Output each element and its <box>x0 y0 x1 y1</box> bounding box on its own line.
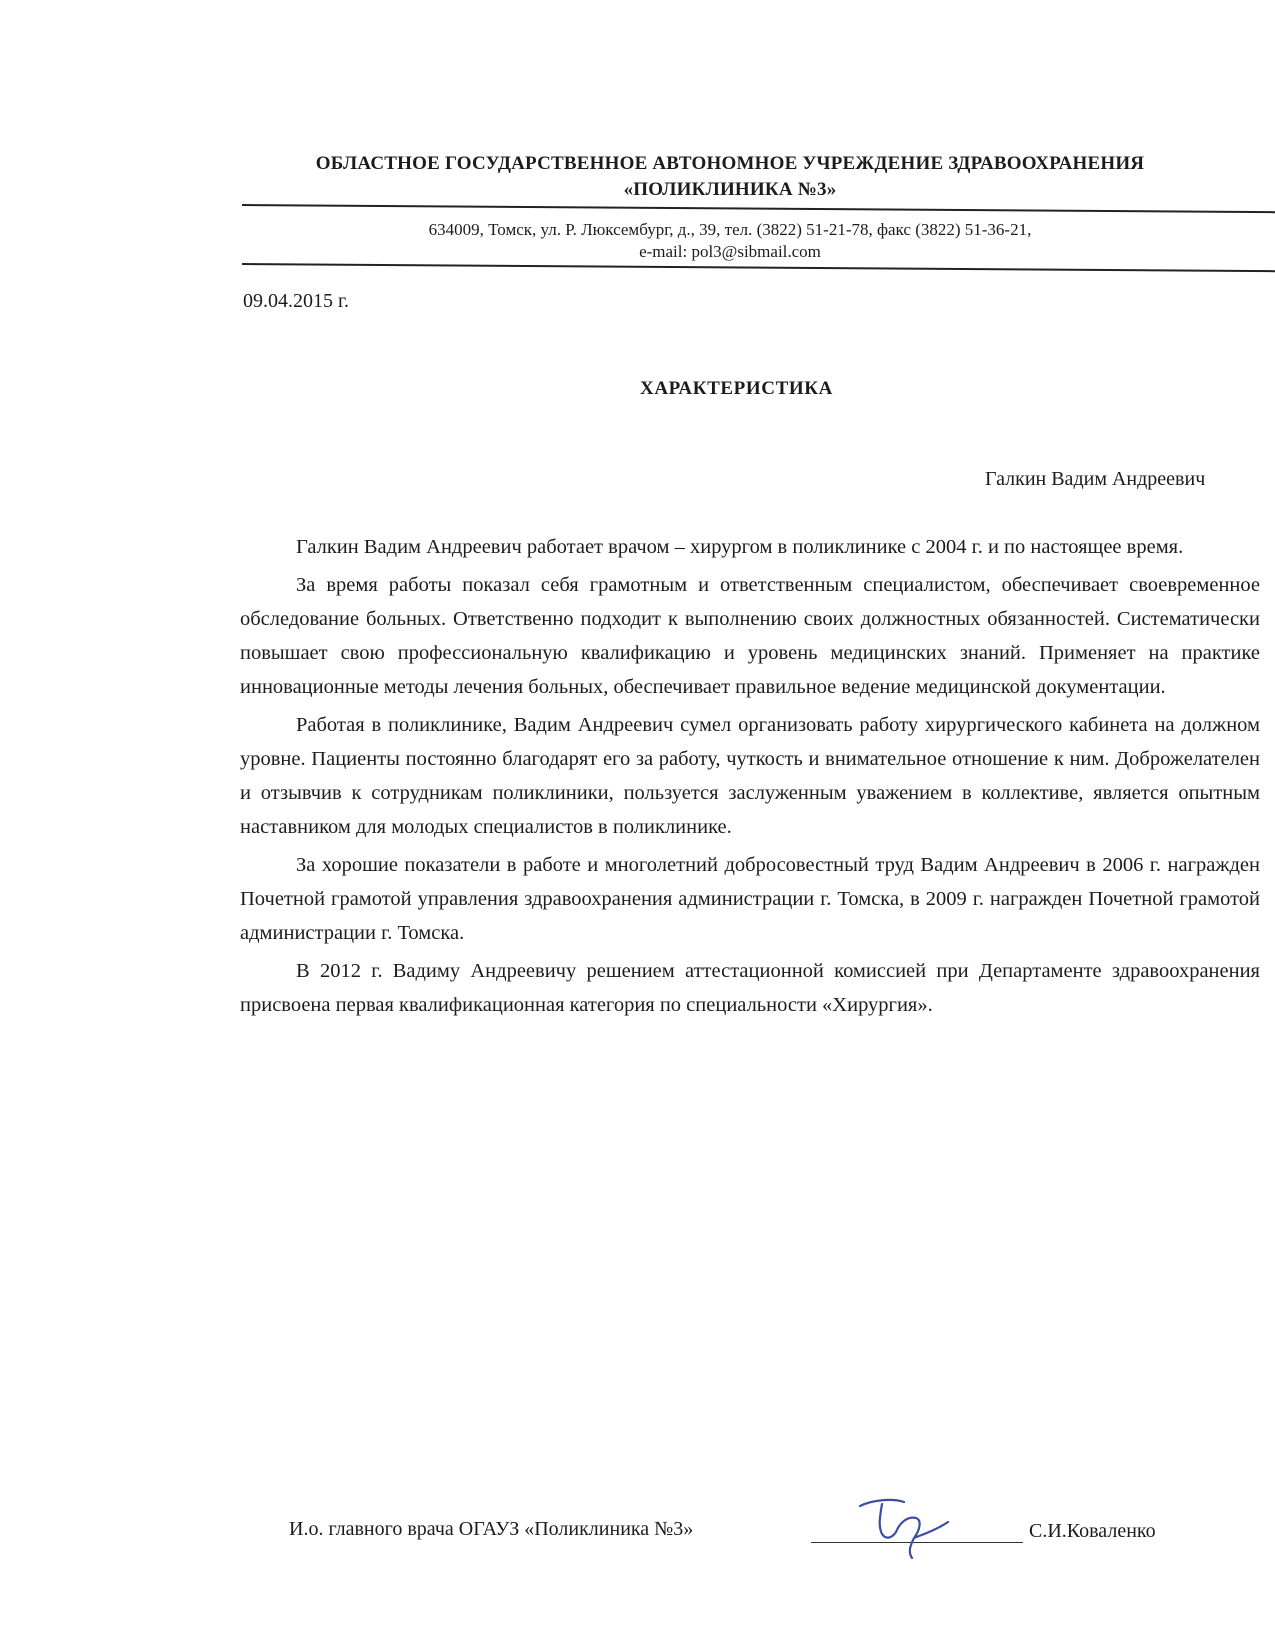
document-title: ХАРАКТЕРИСТИКА <box>640 378 833 399</box>
organization-address: 634009, Томск, ул. Р. Люксембург, д., 39, тел. (3822) 51-21-78, факс (3822) 51-36-21, <box>428 220 1032 239</box>
paragraph: В 2012 г. Вадиму Андреевичу решением аттестационной комиссией при Департаменте здравоохранения присвоена первая квалификационная категория по специальности «Хирургия». <box>240 960 1260 1016</box>
header-divider-top <box>242 204 1275 213</box>
signatory-name: С.И.Коваленко <box>1029 1520 1156 1542</box>
header-divider-bottom <box>242 263 1275 272</box>
paragraph: За время работы показал себя грамотным и ответственным специалистом, обеспечивает своевременное обследование больных. Ответственно подходит к выполнению своих должностных обязанностей. Систематически повышает свою профессиональную квалификацию и уровень медицинских знаний. Применяет на практике инновационные методы лечения больных, обеспечивает правильное ведение медицинской документации. <box>240 574 1260 698</box>
organization-short-name: «ПОЛИКЛИНИКА №3» <box>623 179 837 200</box>
paragraph: Работая в поликлинике, Вадим Андреевич сумел организовать работу хирургического кабинета на должном уровне. Пациенты постоянно благодарят его за работу, чуткость и внимательное отношение к ним. Доброжелателен и отзывчив к сотрудникам поликлиники, пользуется заслуженным уважением в коллективе, является опытным наставником для молодых специалистов в поликлинике. <box>240 714 1260 838</box>
subject-name: Галкин Вадим Андреевич <box>985 468 1206 490</box>
document-date: 09.04.2015 г. <box>243 290 349 312</box>
organization-email: e-mail: pol3@sibmail.com <box>639 242 821 261</box>
signature-block <box>289 1510 1249 1570</box>
document-body <box>240 530 1260 1022</box>
paragraph: Галкин Вадим Андреевич работает врачом – хирургом в поликлинике с 2004 г. и по настоящее время. <box>296 536 1184 558</box>
signatory-role: И.о. главного врача ОГАУЗ «Поликлиника №3» <box>289 1518 694 1540</box>
handwritten-signature <box>852 1492 972 1562</box>
paragraph: За хорошие показатели в работе и многолетний добросовестный труд Вадим Андреевич в 2006 г. награжден Почетной грамотой управления здравоохранения администрации г. Томска, в 2009 г. награжден Почетной грамотой администрации г. Томска. <box>240 854 1260 944</box>
organization-name: ОБЛАСТНОЕ ГОСУДАРСТВЕННОЕ АВТОНОМНОЕ УЧРЕЖДЕНИЕ ЗДРАВООХРАНЕНИЯ <box>315 153 1145 174</box>
